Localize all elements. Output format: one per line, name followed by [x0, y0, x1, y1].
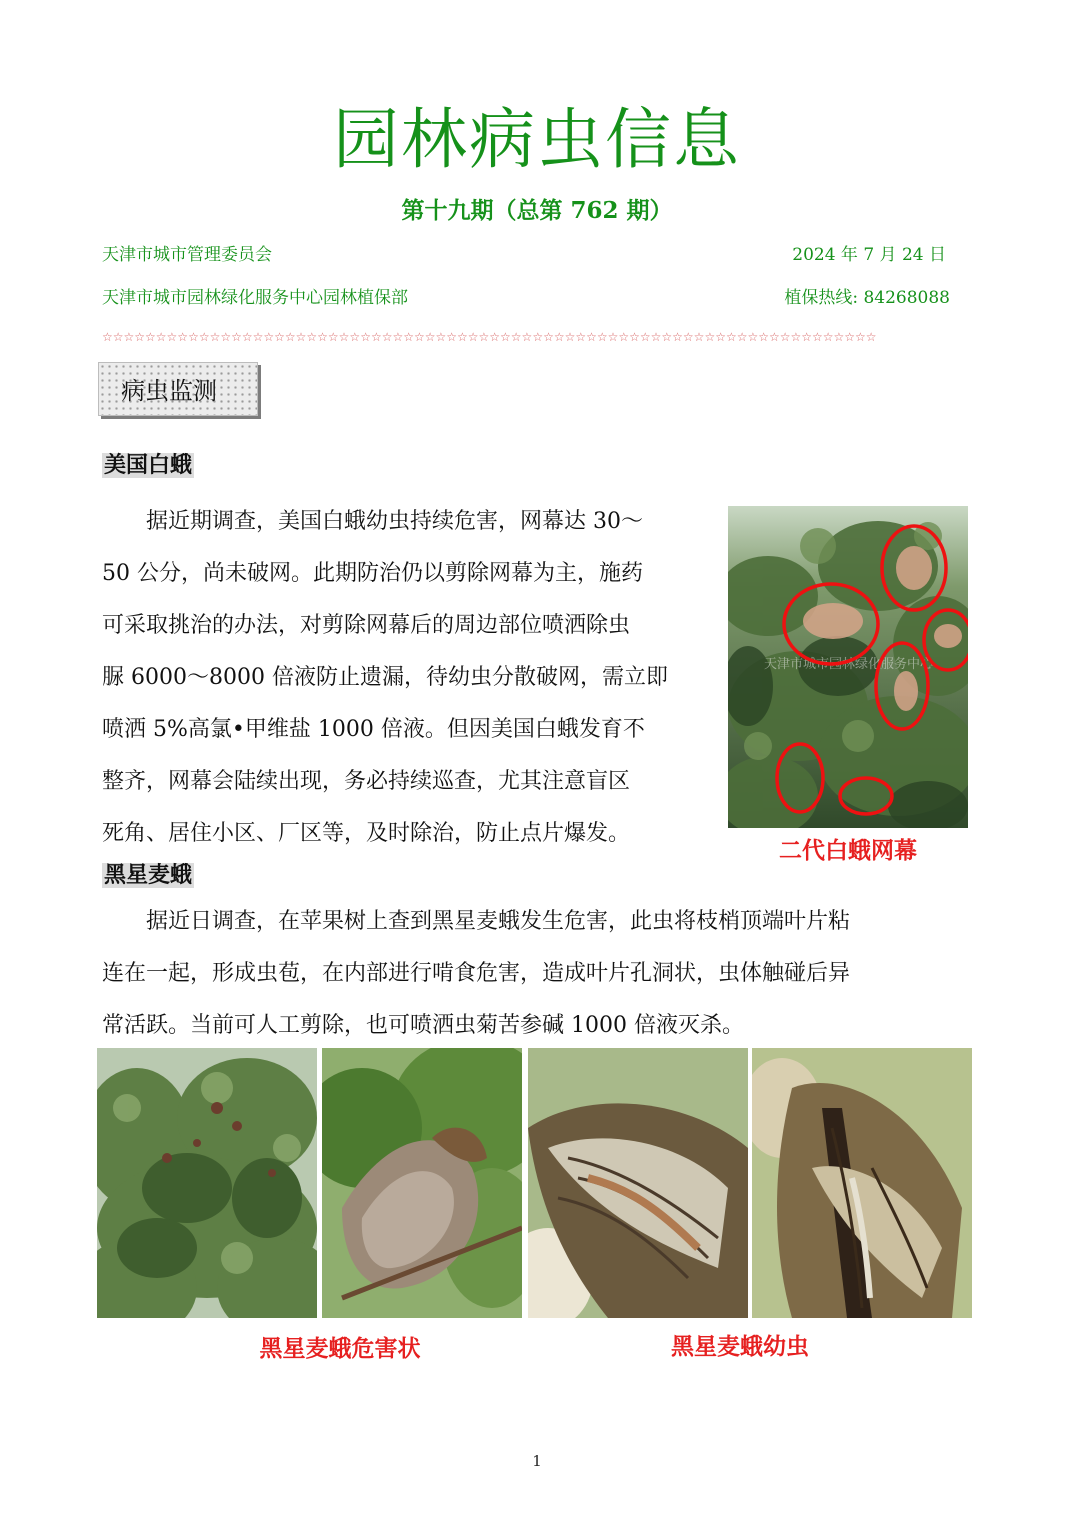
hotline: 植保热线: 84268088	[784, 288, 950, 308]
pest1-line: 50 公分，尚未破网。此期防治仍以剪除网幕为主，施药	[102, 561, 643, 586]
damage-caption: 黑星麦蛾危害状	[259, 1336, 421, 1362]
issue-date: 2024 年 7 月 24 日	[792, 245, 946, 265]
apple-tree-photo	[97, 1048, 317, 1318]
webworm-tent-photo	[728, 506, 968, 828]
issue-number: 第十九期（总第 762 期）	[401, 197, 673, 224]
pest2-paragraph	[102, 896, 968, 1052]
pest1-heading: 美国白蛾	[104, 453, 193, 478]
org-committee: 天津市城市管理委员会	[102, 245, 272, 265]
page-number: 1	[532, 1452, 542, 1470]
section-box	[98, 362, 258, 416]
pest1-line: 整齐，网幕会陆续出现，务必持续巡查，尤其注意盲区	[102, 769, 631, 794]
larva-photo-1	[528, 1048, 748, 1318]
bulletin-title: 园林病虫信息	[333, 101, 741, 178]
webworm-photo-caption: 二代白蛾网幕	[779, 838, 917, 864]
pest2-heading-wrap	[102, 858, 194, 889]
pest2-line: 据近日调查，在苹果树上查到黑星麦蛾发生危害，此虫将枝梢顶端叶片粘	[102, 909, 851, 934]
larva-caption: 黑星麦蛾幼虫	[671, 1334, 809, 1360]
pest1-line: 据近期调查，美国白蛾幼虫持续危害，网幕达 30～	[102, 509, 643, 534]
star-divider: ☆☆☆☆☆☆☆☆☆☆☆☆☆☆☆☆☆☆☆☆☆☆☆☆☆☆☆☆☆☆☆☆☆☆☆☆☆☆☆☆☆☆☆☆☆☆☆☆☆☆☆☆☆☆☆☆☆☆☆☆☆☆☆☆☆☆☆☆☆☆☆☆	[102, 330, 877, 344]
pest1-heading-wrap	[102, 448, 194, 479]
section-label: 病虫监测	[121, 377, 217, 405]
pest1-line: 喷洒 5%高氯•甲维盐 1000 倍液。但因美国白蛾发育不	[102, 717, 645, 742]
org-department: 天津市城市园林绿化服务中心园林植保部	[102, 288, 408, 308]
larva-photo-2	[752, 1048, 972, 1318]
pest1-paragraph	[102, 496, 714, 860]
damaged-leaf-photo	[322, 1048, 522, 1318]
pest1-line: 可采取挑治的办法，对剪除网幕后的周边部位喷洒除虫	[102, 613, 631, 638]
pest1-line: 死角、居住小区、厂区等，及时除治，防止点片爆发。	[102, 821, 631, 846]
photo-watermark: 天津市城市园林绿化服务中心	[764, 657, 934, 672]
pest2-line: 常活跃。当前可人工剪除，也可喷洒虫菊苦参碱 1000 倍液灭杀。	[102, 1013, 744, 1038]
pest2-line: 连在一起，形成虫苞，在内部进行啃食危害，造成叶片孔洞状，虫体触碰后异	[102, 961, 851, 986]
pest2-heading: 黑星麦蛾	[104, 863, 193, 888]
pest1-line: 脲 6000～8000 倍液防止遗漏，待幼虫分散破网，需立即	[102, 665, 668, 690]
